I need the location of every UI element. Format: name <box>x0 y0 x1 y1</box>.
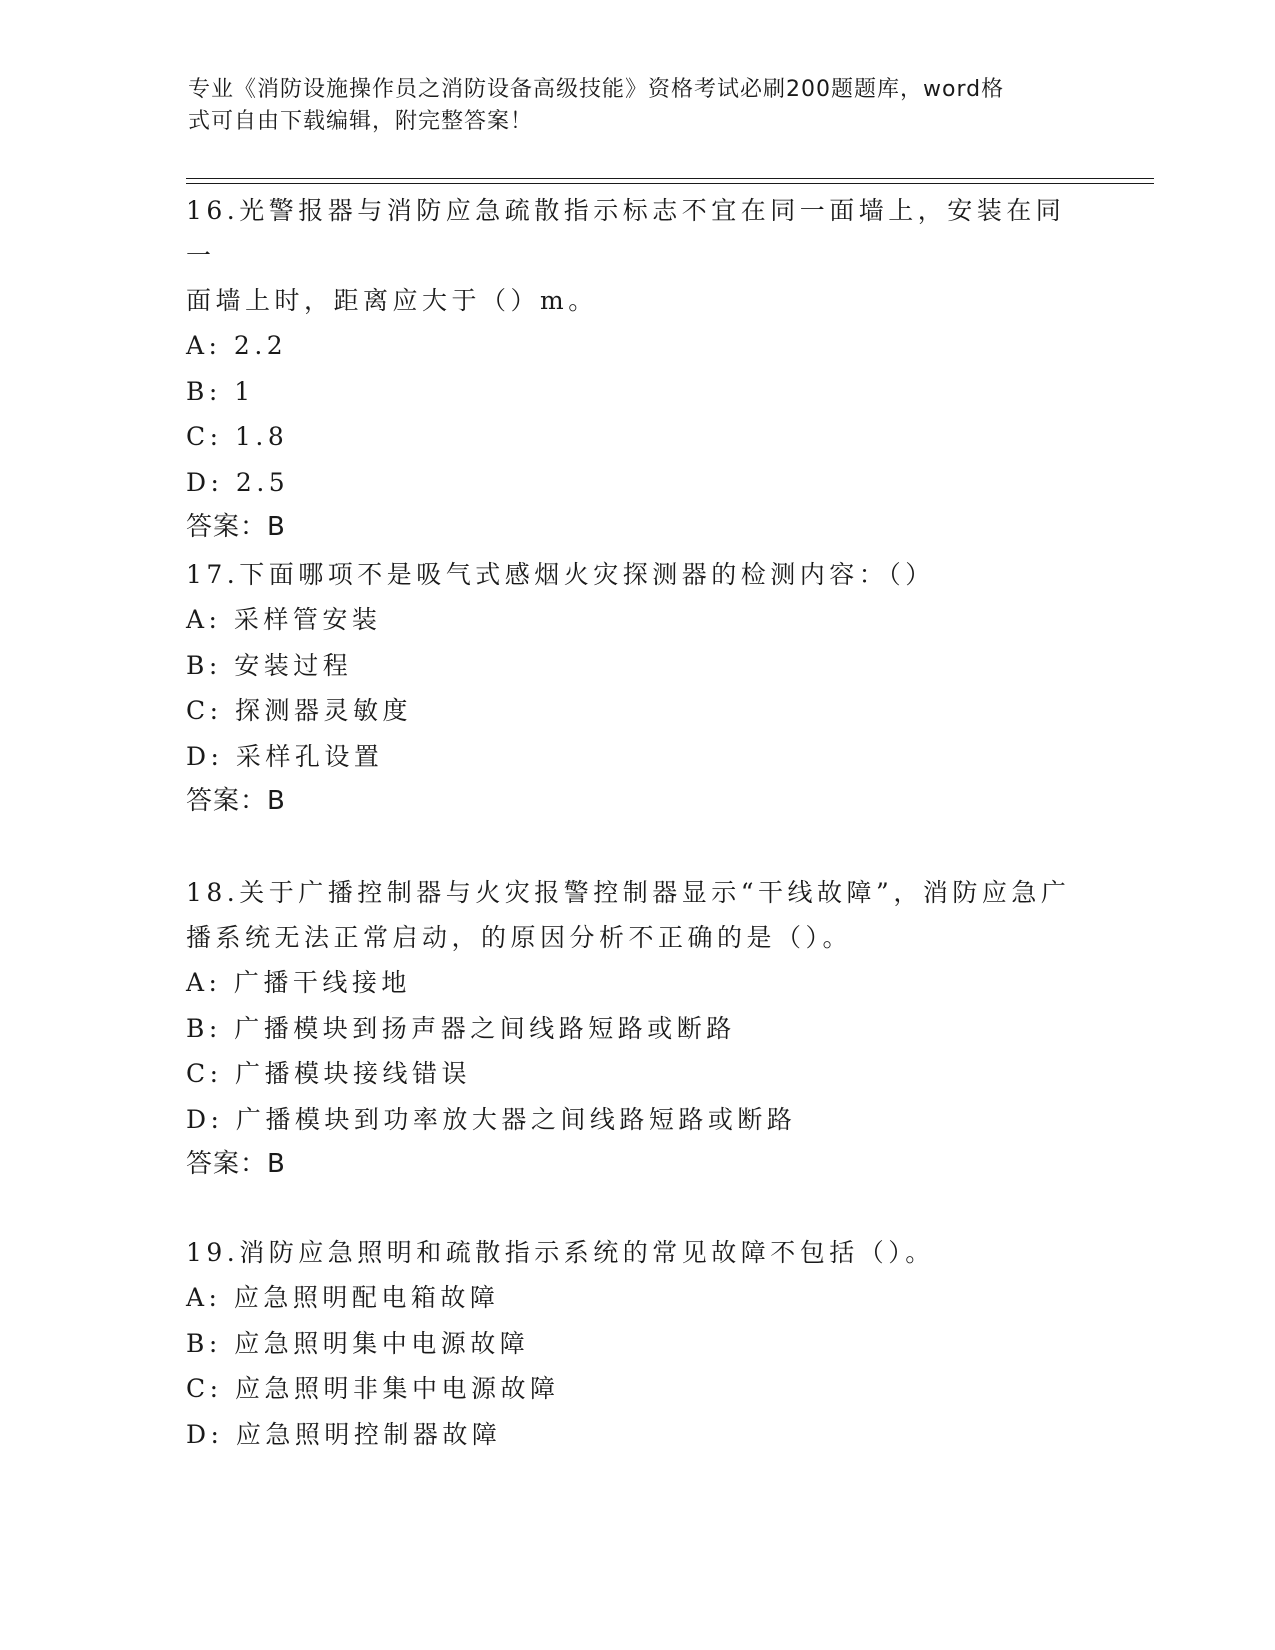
question-17 <box>186 552 1086 824</box>
header-divider <box>186 183 1154 184</box>
option-d: D: 2.5 <box>186 467 290 497</box>
option-d: D: 广播模块到功率放大器之间线路短路或断路 <box>186 1104 797 1134</box>
option-a: A: 采样管安装 <box>186 605 382 634</box>
option-b: B: 应急照明集中电源故障 <box>186 1328 530 1358</box>
question-stem: 17.下面哪项不是吸气式感烟火灾探测器的检测内容：（） <box>186 560 935 589</box>
question-16 <box>186 188 1086 550</box>
answer: 答案：B <box>186 1149 286 1179</box>
header-divider <box>186 178 1154 179</box>
option-d: D: 采样孔设置 <box>186 741 384 771</box>
question-stem: 面墙上时，距离应大于（）m。 <box>186 286 598 315</box>
answer: 答案：B <box>186 786 286 816</box>
question-stem: 18.关于广播控制器与火灾报警控制器显示“干线故障”，消防应急广 <box>186 878 1071 907</box>
answer: 答案：B <box>186 512 286 542</box>
question-stem: 播系统无法正常启动，的原因分析不正确的是（）。 <box>186 923 853 952</box>
option-c: C: 探测器灵敏度 <box>186 696 412 725</box>
header-line: 专业《消防设施操作员之消防设备高级技能》资格考试必刷200题题库，word格 <box>188 77 1005 102</box>
question-stem: 16.光警报器与消防应急疏散指示标志不宜在同一面墙上，安装在同一 <box>186 196 1066 270</box>
option-d: D: 应急照明控制器故障 <box>186 1419 502 1449</box>
question-19 <box>186 1230 1086 1457</box>
option-c: C: 广播模块接线错误 <box>186 1059 471 1088</box>
option-c: C: 1.8 <box>186 422 289 451</box>
option-b: B: 广播模块到扬声器之间线路短路或断路 <box>186 1013 736 1043</box>
option-c: C: 应急照明非集中电源故障 <box>186 1374 560 1403</box>
option-a: A: 应急照明配电箱故障 <box>186 1283 500 1312</box>
option-a: A: 2.2 <box>186 331 288 360</box>
option-a: A: 广播干线接地 <box>186 968 411 997</box>
question-18 <box>186 870 1086 1187</box>
document-header <box>188 74 1078 138</box>
option-b: B: 安装过程 <box>186 650 353 680</box>
option-b: B: 1 <box>186 376 255 406</box>
question-stem: 19.消防应急照明和疏散指示系统的常见故障不包括（）。 <box>186 1238 935 1267</box>
header-line: 式可自由下载编辑，附完整答案！ <box>188 109 534 134</box>
